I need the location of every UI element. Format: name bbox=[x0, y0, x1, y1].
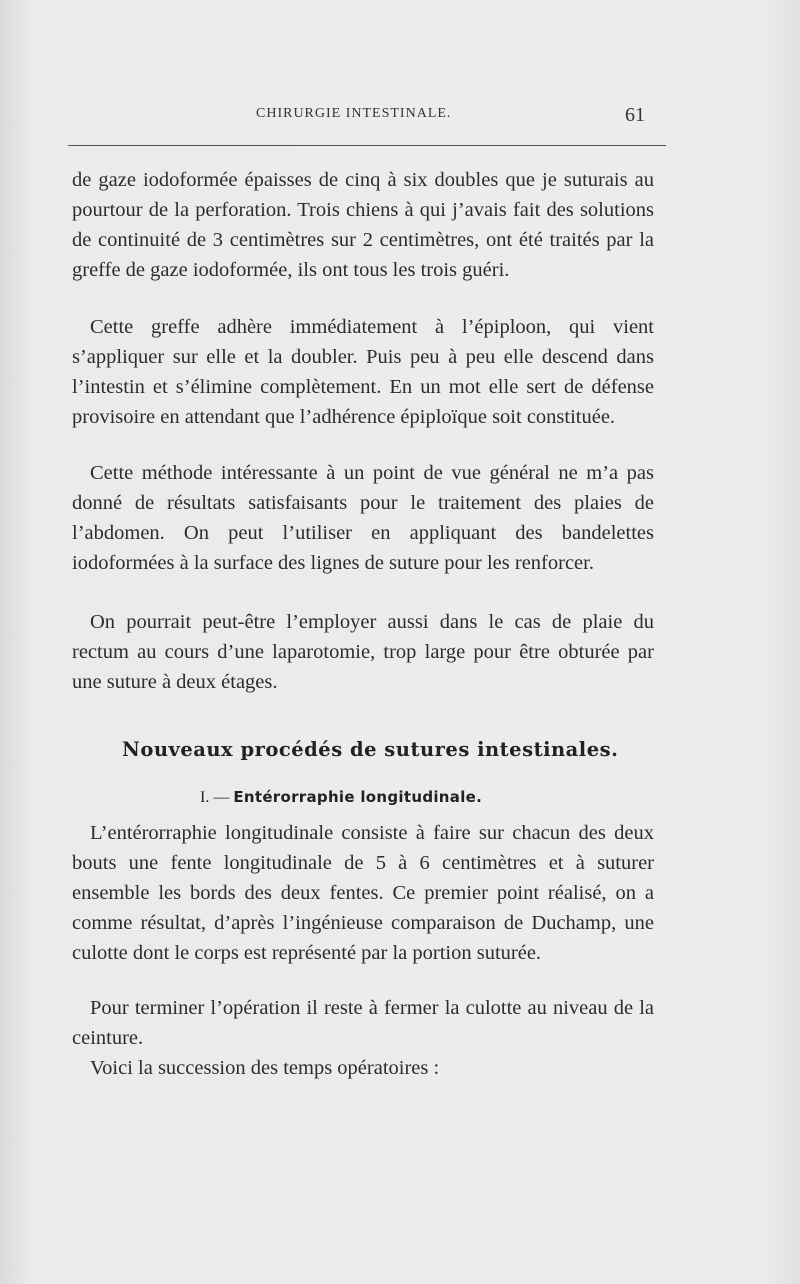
paragraph-text: Cette méthode intéressante à un point de vue général ne m’a pas donné de résultats satisfaisants pour le traitement des plaies de l’abdomen. On peut l’utiliser en appliquant des bandelettes iodoformées à la surface des lignes de suture pour les renforcer. bbox=[72, 462, 654, 574]
running-head: CHIRURGIE INTESTINALE. bbox=[256, 106, 452, 121]
header-rule bbox=[68, 145, 666, 146]
page-number: 61 bbox=[625, 104, 645, 126]
paragraph-text: On pourrait peut-être l’employer aussi dans le cas de plaie du rectum au cours d’une laparotomie, trop large pour être obturée par une suture à deux étages. bbox=[72, 611, 654, 693]
subsection-title: Entérorraphie longitudinale. bbox=[233, 788, 483, 806]
section-heading: Nouveaux procédés de sutures intestinales. bbox=[122, 738, 619, 761]
paragraph-succession bbox=[72, 1053, 654, 1083]
paragraph-text: Cette greffe adhère immédiatement à l’épiploon, qui vient s’appliquer sur elle et la doubler. Puis peu à peu elle descend dans l’intestin et s’élimine complètement. En un mot elle sert de défense provisoire en attendant que l’adhérence épiploïque soit constituée. bbox=[72, 316, 654, 428]
paragraph-rectum bbox=[72, 607, 654, 697]
paragraph-text: Voici la succession des temps opératoires : bbox=[90, 1057, 440, 1079]
paragraph-continuation bbox=[72, 165, 654, 285]
subsection-number: I. — bbox=[200, 789, 234, 806]
paragraph-methode bbox=[72, 458, 654, 578]
paragraph-greffe bbox=[72, 312, 654, 432]
page-header bbox=[60, 104, 660, 132]
paragraph-terminer bbox=[72, 993, 654, 1053]
paragraph-enterorraphie bbox=[72, 818, 654, 968]
subsection-heading bbox=[200, 788, 600, 807]
paragraph-text: L’entérorraphie longitudinale consiste à faire sur chacun des deux bouts une fente longitudinale de 5 à 6 centimètres et à suturer ensemble les bords des deux fentes. Ce premier point réalisé, on a comme résultat, d’après l’ingénieuse comparaison de Duchamp, une culotte dont le corps est représenté par la portion suturée. bbox=[72, 822, 654, 964]
paragraph-text: Pour terminer l’opération il reste à fermer la culotte au niveau de la ceinture. bbox=[72, 997, 654, 1049]
paragraph-text: de gaze iodoformée épaisses de cinq à six doubles que je suturais au pourtour de la perforation. Trois chiens à qui j’avais fait des solutions de continuité de 3 centimètres sur 2 centimètres, ont été traités par la greffe de gaze iodoformée, ils ont tous les trois guéri. bbox=[72, 169, 654, 281]
